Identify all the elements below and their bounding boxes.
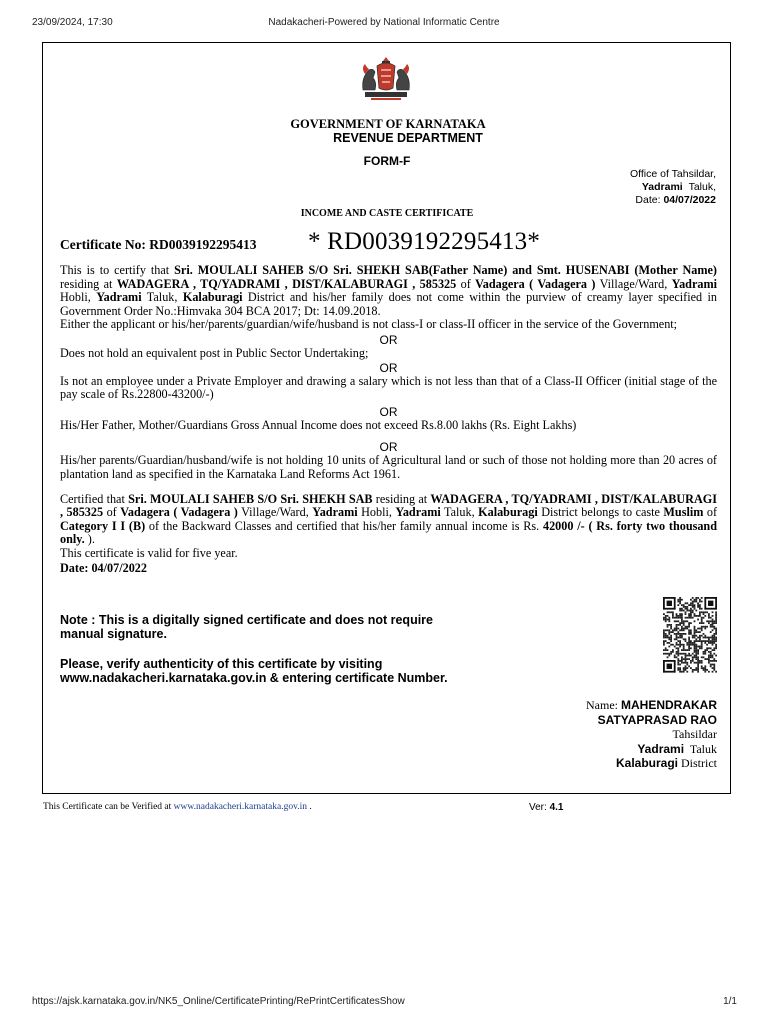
print-page-number: 1/1 xyxy=(723,996,737,1007)
office-date: Date: 04/07/2022 xyxy=(635,194,716,206)
condition-5: His/her parents/Guardian/husband/wife is not holding 10 units of Agricultural land or such of those not holding more than 20 acres of plantation land as specified in the Karnataka Land Reforms Act 1961. xyxy=(60,453,717,481)
verify-instructions: Please, verify authenticity of this certificate by visiting www.nadakacheri.karnataka.gov.in & entering certificate Number. xyxy=(60,657,448,685)
verification-footer: This Certificate can be Verified at www.nadakacheri.karnataka.gov.in . xyxy=(43,802,312,812)
print-page-title: Nadakacheri-Powered by National Informatic Centre xyxy=(268,17,500,28)
office-block xyxy=(630,168,716,207)
certificate-title: INCOME AND CASTE CERTIFICATE xyxy=(300,208,474,219)
signatory-name-line: Name: MAHENDRAKAR xyxy=(586,698,717,712)
signatory-block xyxy=(586,698,717,771)
validity-line: This certificate is valid for five year. xyxy=(60,545,238,560)
date-line: Date: 04/07/2022 xyxy=(60,560,147,575)
karnataka-emblem-icon xyxy=(355,54,417,102)
signatory-designation: Tahsildar xyxy=(672,727,717,741)
print-datetime: 23/09/2024, 17:30 xyxy=(32,17,113,28)
or-separator: OR xyxy=(379,440,398,455)
or-separator: OR xyxy=(379,332,398,347)
condition-2: Does not hold an equivalent post in Public Sector Undertaking; xyxy=(60,345,369,360)
version-label: Ver: 4.1 xyxy=(529,802,564,813)
condition-4: His/Her Father, Mother/Guardians Gross Annual Income does not exceed Rs.8.00 lakhs (Rs. Eight Lakhs) xyxy=(60,417,577,432)
form-heading: FORM-F xyxy=(363,154,411,168)
verification-link[interactable]: www.nadakacheri.karnataka.gov.in xyxy=(173,802,307,812)
department-heading: REVENUE DEPARTMENT xyxy=(333,131,483,145)
signatory-district: Kalaburagi District xyxy=(615,756,717,770)
certificate-barcode-text: * RD0039192295413* xyxy=(308,228,541,255)
condition-1: Either the applicant or his/her/parents/guardian/wife/husband is not class-I or class-II officer in the service of the Government; xyxy=(60,317,678,332)
condition-3: Is not an employee under a Private Employer and drawing a salary which is not less than that of a Class-II Officer (initial stage of the pay scale of Rs.22800-43200/-) xyxy=(60,373,717,402)
certify-paragraph: This is to certify that Sri. MOULALI SAHEB S/O Sri. SHEKH SAB(Father Name) and Smt. HUSENABI (Mother Name) residing at WADAGERA , TQ/YADRAMI , DIST/KALABURAGI , 585325 of Vadagera ( Vadagera ) Village/Ward, Yadrami Hobli, Yadrami Taluk, Kalaburagi District and his/her family does not come within the purview of creamy layer specified in Government Order No.:Himvaka 304 BCA 2017; Dt: 14.09.2018. xyxy=(60,263,717,318)
print-url: https://ajsk.karnataka.gov.in/NK5_Online/CertificatePrinting/RePrintCertificatesShow xyxy=(32,996,405,1007)
government-heading: GOVERNMENT OF KARNATAKA xyxy=(290,117,486,131)
certificate-number: Certificate No: RD0039192295413 xyxy=(60,237,257,252)
digital-signature-note: Note : This is a digitally signed certificate and does not require manual signature. xyxy=(60,613,433,641)
certificate-body xyxy=(60,264,717,575)
signatory-taluk: Yadrami Taluk xyxy=(637,741,717,756)
office-line: Office of Tahsildar, xyxy=(630,168,716,180)
or-separator: OR xyxy=(379,404,398,419)
certified-paragraph: Certified that Sri. MOULALI SAHEB S/O Sri. SHEKH SAB residing at WADAGERA , TQ/YADRAMI , DIST/KALABURAGI , 585325 of Vadagera ( Vadagera ) Village/Ward, Yadrami Hobli, Yadrami Taluk, Kalaburagi District belongs to caste Muslim of Category I I (B) of the Backward Classes and certified that his/her family annual income is Rs. 42000 /- ( Rs. forty two thousand only. ). xyxy=(60,491,718,547)
signatory-name-cont: SATYAPRASAD RAO xyxy=(597,712,717,727)
office-taluk: Yadrami Taluk, xyxy=(641,181,716,193)
or-separator: OR xyxy=(379,360,398,375)
qr-code-icon xyxy=(663,597,717,673)
